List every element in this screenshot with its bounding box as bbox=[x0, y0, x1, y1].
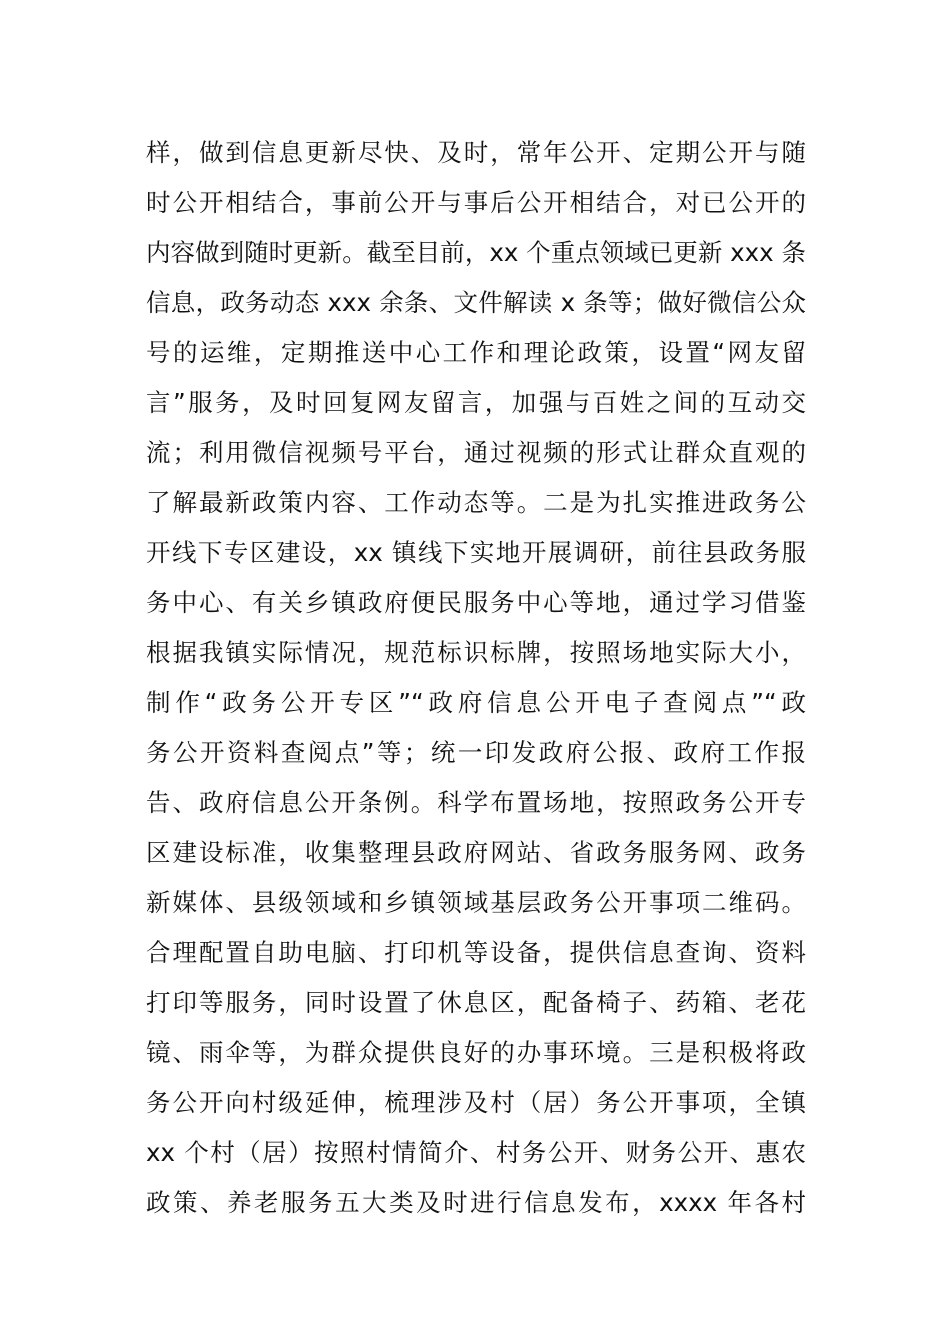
text-line-20: 务公开向村级延伸，梳理涉及村（居）务公开事项，全镇 bbox=[146, 1088, 806, 1117]
text-line-17: 合理配置自助电脑、打印机等设备，提供信息查询、资料 bbox=[146, 938, 806, 967]
text-line-12: 制作“政务公开专区”“政府信息公开电子查阅点”“政 bbox=[146, 688, 806, 717]
text-line-11: 根据我镇实际情况，规范标识标牌，按照场地实际大小， bbox=[146, 638, 806, 667]
text-line-21: xx 个村（居）按照村情简介、村务公开、财务公开、惠农 bbox=[146, 1138, 806, 1167]
text-line-3: 内容做到随时更新。截至目前，xx 个重点领域已更新 xxx 条 bbox=[146, 238, 806, 267]
text-line-15: 区建设标准，收集整理县政府网站、省政务服务网、政务 bbox=[146, 838, 806, 867]
text-line-2: 时公开相结合，事前公开与事后公开相结合，对已公开的 bbox=[146, 188, 806, 217]
text-line-6: 言”服务，及时回复网友留言，加强与百姓之间的互动交 bbox=[146, 388, 806, 417]
text-line-7: 流；利用微信视频号平台，通过视频的形式让群众直观的 bbox=[146, 438, 806, 467]
body-text bbox=[146, 128, 806, 1228]
text-line-8: 了解最新政策内容、工作动态等。二是为扎实推进政务公 bbox=[146, 488, 806, 517]
text-line-14: 告、政府信息公开条例。科学布置场地，按照政务公开专 bbox=[146, 788, 806, 817]
text-line-13: 务公开资料查阅点”等；统一印发政府公报、政府工作报 bbox=[146, 738, 806, 767]
text-line-10: 务中心、有关乡镇政府便民服务中心等地，通过学习借鉴 bbox=[146, 588, 806, 617]
text-line-5: 号的运维，定期推送中心工作和理论政策，设置“网友留 bbox=[146, 338, 806, 367]
text-line-18: 打印等服务，同时设置了休息区，配备椅子、药箱、老花 bbox=[146, 988, 806, 1017]
text-line-22: 政策、养老服务五大类及时进行信息发布，xxxx 年各村 bbox=[146, 1188, 806, 1217]
text-line-16: 新媒体、县级领域和乡镇领域基层政务公开事项二维码。 bbox=[146, 888, 806, 917]
text-line-19: 镜、雨伞等，为群众提供良好的办事环境。三是积极将政 bbox=[146, 1038, 806, 1067]
text-line-1: 样，做到信息更新尽快、及时，常年公开、定期公开与随 bbox=[146, 138, 806, 167]
text-line-9: 开线下专区建设，xx 镇线下实地开展调研，前往县政务服 bbox=[146, 538, 806, 567]
text-line-4: 信息，政务动态 xxx 余条、文件解读 x 条等；做好微信公众 bbox=[146, 288, 806, 317]
